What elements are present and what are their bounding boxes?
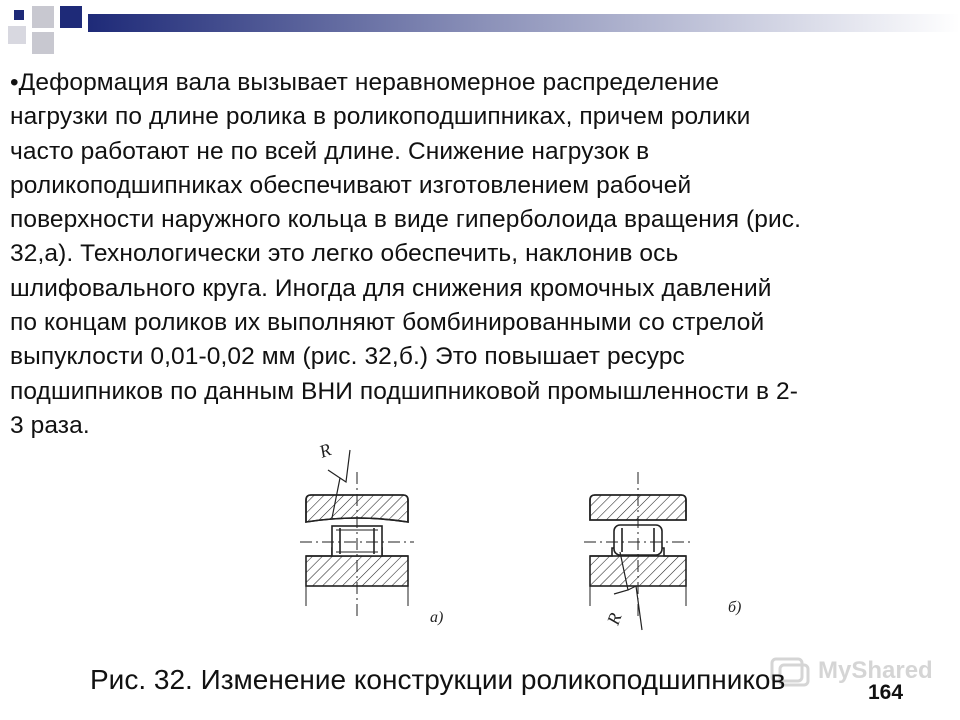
square-dark-2 [60,6,82,28]
slide-body-text: •Деформация вала вызывает неравномерное распределение нагрузки по длине ролика в роликоподшипниках, причем ролики часто работают не по всей длине. Снижение нагрузок в роликоподшипниках обеспечивают изготовлением рабочей поверхности наружного кольца в виде гиперболоида вращения (рис. 32,а). Технологически это легко обеспечить, наклонив ось шлифовального круга. Иногда для снижения кромочных давлений по концам роликов их выполняют бомбинированными со стрелой выпуклости 0,01-0,02 мм (рис. 32,б.) Это повышает ресурс подшипников по данным ВНИ подшипниковой промышленности в 2- 3 раза. [10,69,802,439]
bearing-b [584,472,692,630]
label-a: а) [430,609,444,626]
square-light-3 [8,26,26,44]
title-bar-decoration [0,0,960,56]
radius-label-b: R [602,610,626,628]
radius-label-a: R [316,439,334,462]
label-b: б) [728,599,742,616]
square-light-2 [32,32,54,54]
watermark-text: MyShared [818,657,933,684]
bearing-a [300,450,414,620]
roller-bearing-figure [280,430,800,645]
square-light-1 [32,6,54,28]
watermark-logo [768,653,933,693]
square-dark-1 [14,10,24,20]
title-bar-gradient [88,14,960,32]
page-number: 164 [868,681,904,704]
figure-caption: Рис. 32. Изменение конструкции роликоподшипников [90,664,786,695]
